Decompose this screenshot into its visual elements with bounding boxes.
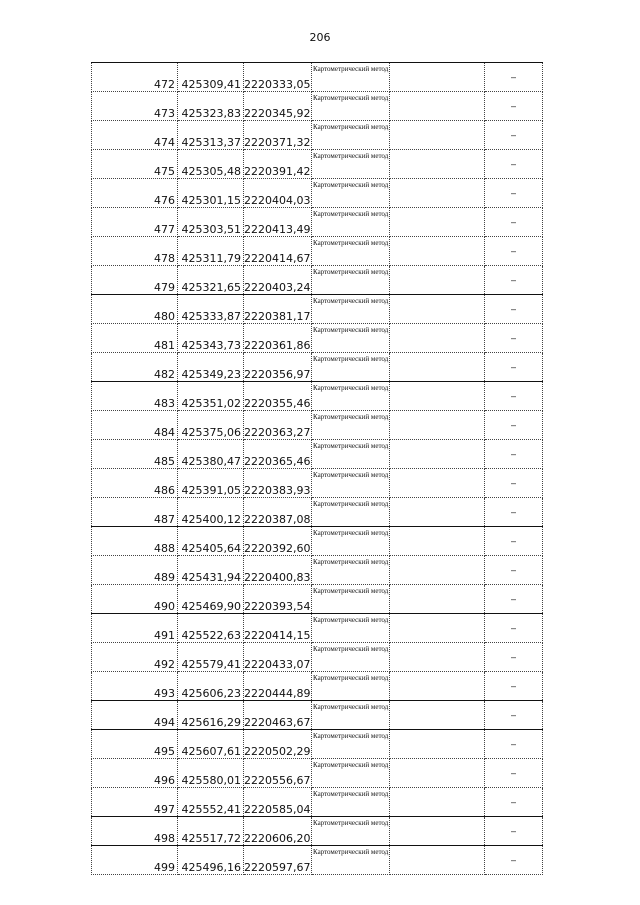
method-cell: Картометрический метод [312,295,390,324]
coord-x: 425606,23 [178,672,244,701]
note-cell: – [485,92,543,121]
coord-y: 2220556,67 [244,759,312,788]
coord-y: 2220400,83 [244,556,312,585]
coord-y: 2220363,27 [244,411,312,440]
method-cell: Картометрический метод [312,788,390,817]
coord-x: 425405,64 [178,527,244,556]
empty-cell [390,382,485,411]
note-cell: – [485,295,543,324]
method-cell: Картометрический метод [312,179,390,208]
point-number: 472 [92,63,178,92]
coord-y: 2220502,29 [244,730,312,759]
coord-y: 2220606,20 [244,817,312,846]
coord-x: 425349,23 [178,353,244,382]
coord-x: 425517,72 [178,817,244,846]
method-cell: Картометрический метод [312,614,390,643]
coord-x: 425431,94 [178,556,244,585]
note-cell: – [485,817,543,846]
method-cell: Картометрический метод [312,440,390,469]
empty-cell [390,527,485,556]
coord-x: 425351,02 [178,382,244,411]
coord-y: 2220392,60 [244,527,312,556]
empty-cell [390,643,485,672]
table-row [92,614,543,643]
point-number: 491 [92,614,178,643]
note-cell: – [485,440,543,469]
coord-y: 2220444,89 [244,672,312,701]
point-number: 477 [92,208,178,237]
table-row [92,498,543,527]
coord-y: 2220391,42 [244,150,312,179]
point-number: 478 [92,237,178,266]
empty-cell [390,498,485,527]
coord-x: 425616,29 [178,701,244,730]
coord-y: 2220414,15 [244,614,312,643]
empty-cell [390,295,485,324]
coord-y: 2220355,46 [244,382,312,411]
empty-cell [390,179,485,208]
table-row [92,208,543,237]
coord-y: 2220433,07 [244,643,312,672]
method-cell: Картометрический метод [312,353,390,382]
method-cell: Картометрический метод [312,382,390,411]
empty-cell [390,759,485,788]
note-cell: – [485,382,543,411]
method-cell: Картометрический метод [312,701,390,730]
empty-cell [390,817,485,846]
point-number: 493 [92,672,178,701]
coord-x: 425333,87 [178,295,244,324]
note-cell: – [485,788,543,817]
coord-x: 425552,41 [178,788,244,817]
coord-y: 2220585,04 [244,788,312,817]
point-number: 473 [92,92,178,121]
table-row [92,440,543,469]
table-row [92,353,543,382]
point-number: 483 [92,382,178,411]
method-cell: Картометрический метод [312,266,390,295]
method-cell: Картометрический метод [312,672,390,701]
coord-x: 425579,41 [178,643,244,672]
coord-y: 2220404,03 [244,179,312,208]
note-cell: – [485,585,543,614]
method-cell: Картометрический метод [312,237,390,266]
table-row [92,817,543,846]
note-cell: – [485,846,543,875]
table-row [92,121,543,150]
coord-x: 425303,51 [178,208,244,237]
method-cell: Картометрический метод [312,585,390,614]
coord-y: 2220361,86 [244,324,312,353]
note-cell: – [485,63,543,92]
table-row [92,63,543,92]
method-cell: Картометрический метод [312,759,390,788]
coord-x: 425309,41 [178,63,244,92]
table-row [92,585,543,614]
point-number: 486 [92,469,178,498]
coord-y: 2220403,24 [244,266,312,295]
point-number: 495 [92,730,178,759]
note-cell: – [485,701,543,730]
empty-cell [390,440,485,469]
coord-x: 425323,83 [178,92,244,121]
page-number: 206 [309,31,331,44]
method-cell: Картометрический метод [312,208,390,237]
table-row [92,324,543,353]
point-number: 487 [92,498,178,527]
note-cell: – [485,498,543,527]
note-cell: – [485,527,543,556]
table-row [92,701,543,730]
coord-y: 2220383,93 [244,469,312,498]
coord-x: 425311,79 [178,237,244,266]
empty-cell [390,585,485,614]
coord-x: 425469,90 [178,585,244,614]
method-cell: Картометрический метод [312,498,390,527]
table-row [92,759,543,788]
coord-x: 425607,61 [178,730,244,759]
note-cell: – [485,179,543,208]
note-cell: – [485,759,543,788]
table-row [92,643,543,672]
method-cell: Картометрический метод [312,324,390,353]
coord-y: 2220345,92 [244,92,312,121]
table-row [92,730,543,759]
point-number: 474 [92,121,178,150]
note-cell: – [485,643,543,672]
point-number: 476 [92,179,178,208]
table-row [92,527,543,556]
point-number: 499 [92,846,178,875]
coord-x: 425343,73 [178,324,244,353]
point-number: 481 [92,324,178,353]
empty-cell [390,63,485,92]
point-number: 485 [92,440,178,469]
coord-x: 425313,37 [178,121,244,150]
method-cell: Картометрический метод [312,63,390,92]
coord-x: 425321,65 [178,266,244,295]
note-cell: – [485,672,543,701]
note-cell: – [485,614,543,643]
coord-y: 2220413,49 [244,208,312,237]
method-cell: Картометрический метод [312,469,390,498]
method-cell: Картометрический метод [312,121,390,150]
coord-y: 2220393,54 [244,585,312,614]
coord-y: 2220387,08 [244,498,312,527]
table-row [92,469,543,498]
table-body [92,63,543,875]
point-number: 489 [92,556,178,585]
point-number: 497 [92,788,178,817]
note-cell: – [485,237,543,266]
coord-x: 425391,05 [178,469,244,498]
method-cell: Картометрический метод [312,92,390,121]
note-cell: – [485,469,543,498]
table-row [92,411,543,440]
method-cell: Картометрический метод [312,150,390,179]
method-cell: Картометрический метод [312,411,390,440]
table-row [92,179,543,208]
empty-cell [390,353,485,382]
method-cell: Картометрический метод [312,846,390,875]
note-cell: – [485,208,543,237]
empty-cell [390,266,485,295]
point-number: 488 [92,527,178,556]
empty-cell [390,672,485,701]
coord-x: 425522,63 [178,614,244,643]
coord-x: 425380,47 [178,440,244,469]
method-cell: Картометрический метод [312,817,390,846]
empty-cell [390,788,485,817]
note-cell: – [485,266,543,295]
empty-cell [390,208,485,237]
point-number: 496 [92,759,178,788]
table-row [92,788,543,817]
coord-x: 425580,01 [178,759,244,788]
point-number: 498 [92,817,178,846]
table-row [92,295,543,324]
table-row [92,237,543,266]
note-cell: – [485,411,543,440]
point-number: 492 [92,643,178,672]
coord-y: 2220381,17 [244,295,312,324]
coord-y: 2220371,32 [244,121,312,150]
table-row [92,382,543,411]
coord-x: 425301,15 [178,179,244,208]
table-row [92,92,543,121]
table-row [92,266,543,295]
empty-cell [390,701,485,730]
note-cell: – [485,121,543,150]
coord-y: 2220597,67 [244,846,312,875]
point-number: 490 [92,585,178,614]
note-cell: – [485,150,543,179]
note-cell: – [485,730,543,759]
empty-cell [390,556,485,585]
table-row [92,150,543,179]
coord-y: 2220356,97 [244,353,312,382]
table-row [92,846,543,875]
empty-cell [390,846,485,875]
note-cell: – [485,324,543,353]
coord-x: 425496,16 [178,846,244,875]
empty-cell [390,411,485,440]
note-cell: – [485,556,543,585]
point-number: 484 [92,411,178,440]
coord-y: 2220365,46 [244,440,312,469]
method-cell: Картометрический метод [312,556,390,585]
point-number: 475 [92,150,178,179]
empty-cell [390,324,485,353]
coord-x: 425305,48 [178,150,244,179]
empty-cell [390,237,485,266]
empty-cell [390,469,485,498]
coordinates-table [91,62,543,875]
point-number: 479 [92,266,178,295]
table-row [92,672,543,701]
point-number: 494 [92,701,178,730]
coord-y: 2220414,67 [244,237,312,266]
note-cell: – [485,353,543,382]
coord-x: 425400,12 [178,498,244,527]
empty-cell [390,150,485,179]
method-cell: Картометрический метод [312,527,390,556]
coord-y: 2220463,67 [244,701,312,730]
coord-x: 425375,06 [178,411,244,440]
table-row [92,556,543,585]
point-number: 482 [92,353,178,382]
point-number: 480 [92,295,178,324]
coord-y: 2220333,05 [244,63,312,92]
empty-cell [390,614,485,643]
empty-cell [390,92,485,121]
method-cell: Картометрический метод [312,643,390,672]
empty-cell [390,121,485,150]
empty-cell [390,730,485,759]
method-cell: Картометрический метод [312,730,390,759]
